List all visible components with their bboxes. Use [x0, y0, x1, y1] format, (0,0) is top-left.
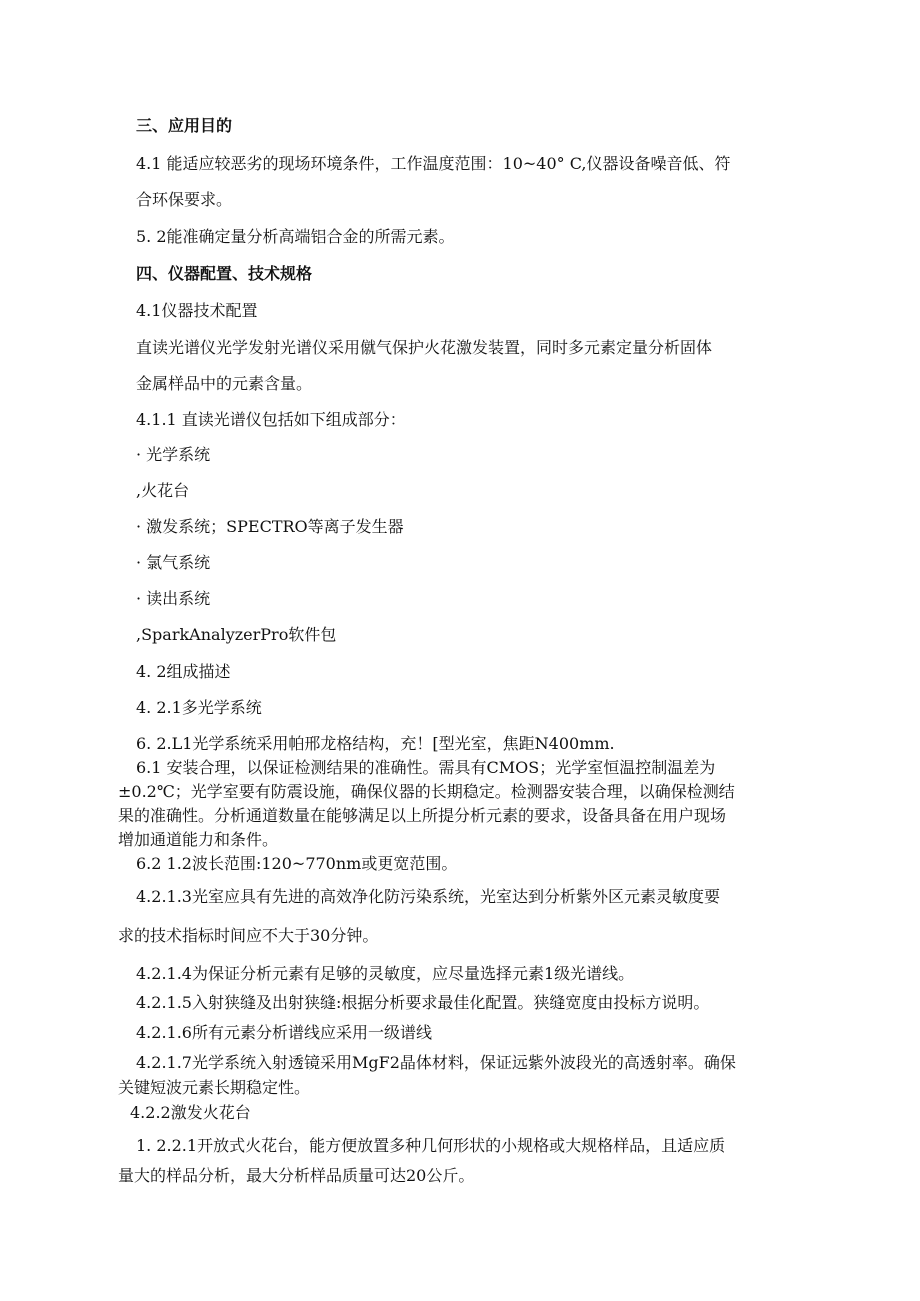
paragraph-line: 直读光谱仪光学发射光谱仪采用僦气保护火花激发装置，同时多元素定量分析固体 [136, 338, 713, 357]
paragraph-line: 4.1.1 直读光谱仪包括如下组成部分： [136, 410, 406, 429]
list-item: · 激发系统；SPECTRO等离子发生器 [136, 517, 404, 536]
paragraph-line: 金属样品中的元素含量。 [136, 374, 313, 393]
section-heading: 四、仪器配置、技术规格 [136, 264, 313, 283]
list-item: ,SparkAnalyzerPro软件包 [136, 625, 337, 644]
subsection-heading: 4. 2组成描述 [136, 662, 231, 681]
paragraph-line: 关键短波元素长期稳定性。 [118, 1078, 311, 1097]
paragraph-line: 5. 2能准确定量分析高端铝合金的所需元素。 [136, 227, 455, 246]
paragraph-line: 4.1 能适应较恶劣的现场环境条件，工作温度范围：10~40° C,仪器设备噪音低、符 [136, 154, 731, 173]
subsection-heading: 4.2.2激发火花台 [130, 1103, 251, 1122]
list-item: · 读出系统 [136, 589, 211, 608]
list-item: · 光学系统 [136, 445, 211, 464]
list-item: · 氯气系统 [136, 553, 211, 572]
list-item: ,火花台 [136, 481, 190, 500]
paragraph-line: 增加通道能力和条件。 [118, 830, 279, 849]
paragraph-line: 量大的样品分析，最大分析样品质量可达20公斤。 [118, 1166, 475, 1185]
paragraph-line: 4.2.1.4为保证分析元素有足够的灵敏度，应尽量选择元素1级光谱线。 [136, 964, 635, 983]
paragraph-line: 果的准确性。分析通道数量在能够满足以上所提分析元素的要求，设备具备在用户现场 [118, 806, 727, 825]
paragraph-line: 4.2.1.7光学系统入射透镜采用MgF2晶体材料，保证远紫外波段光的高透射率。确保 [136, 1053, 736, 1072]
paragraph-line: 求的技术指标时间应不大于30分钟。 [118, 926, 379, 945]
paragraph-line: 6.2 1.2波长范围:120~770nm或更宽范围。 [136, 854, 458, 873]
paragraph-line: 4.2.1.6所有元素分析谱线应采用一级谱线 [136, 1023, 432, 1042]
paragraph-line: 6. 2.L1光学系统采用帕邢龙格结构，充！[型光室，焦距N400mm. [136, 734, 615, 753]
section-heading: 三、应用目的 [136, 116, 233, 135]
paragraph-line: 1. 2.2.1开放式火花台，能方便放置多种几何形状的小规格或大规格样品，且适应质 [136, 1136, 726, 1155]
subsection-heading: 4. 2.1多光学系统 [136, 698, 262, 717]
paragraph-line: 6.1 安装合理，以保证检测结果的准确性。需具有CMOS；光学室恒温控制温差为 [136, 758, 716, 777]
paragraph-line: 合环保要求。 [136, 190, 233, 209]
subsection-heading: 4.1仪器技术配置 [136, 301, 258, 320]
paragraph-line: ±0.2℃；光学室要有防震设施，确保仪器的长期稳定。检测器安装合理，以确保检测结 [118, 782, 735, 801]
paragraph-line: 4.2.1.3光室应具有先进的高效净化防污染系统，光室达到分析紫外区元素灵敏度要 [136, 887, 720, 906]
paragraph-line: 4.2.1.5入射狭缝及出射狭缝:根据分析要求最佳化配置。狭缝宽度由投标方说明。 [136, 993, 710, 1012]
